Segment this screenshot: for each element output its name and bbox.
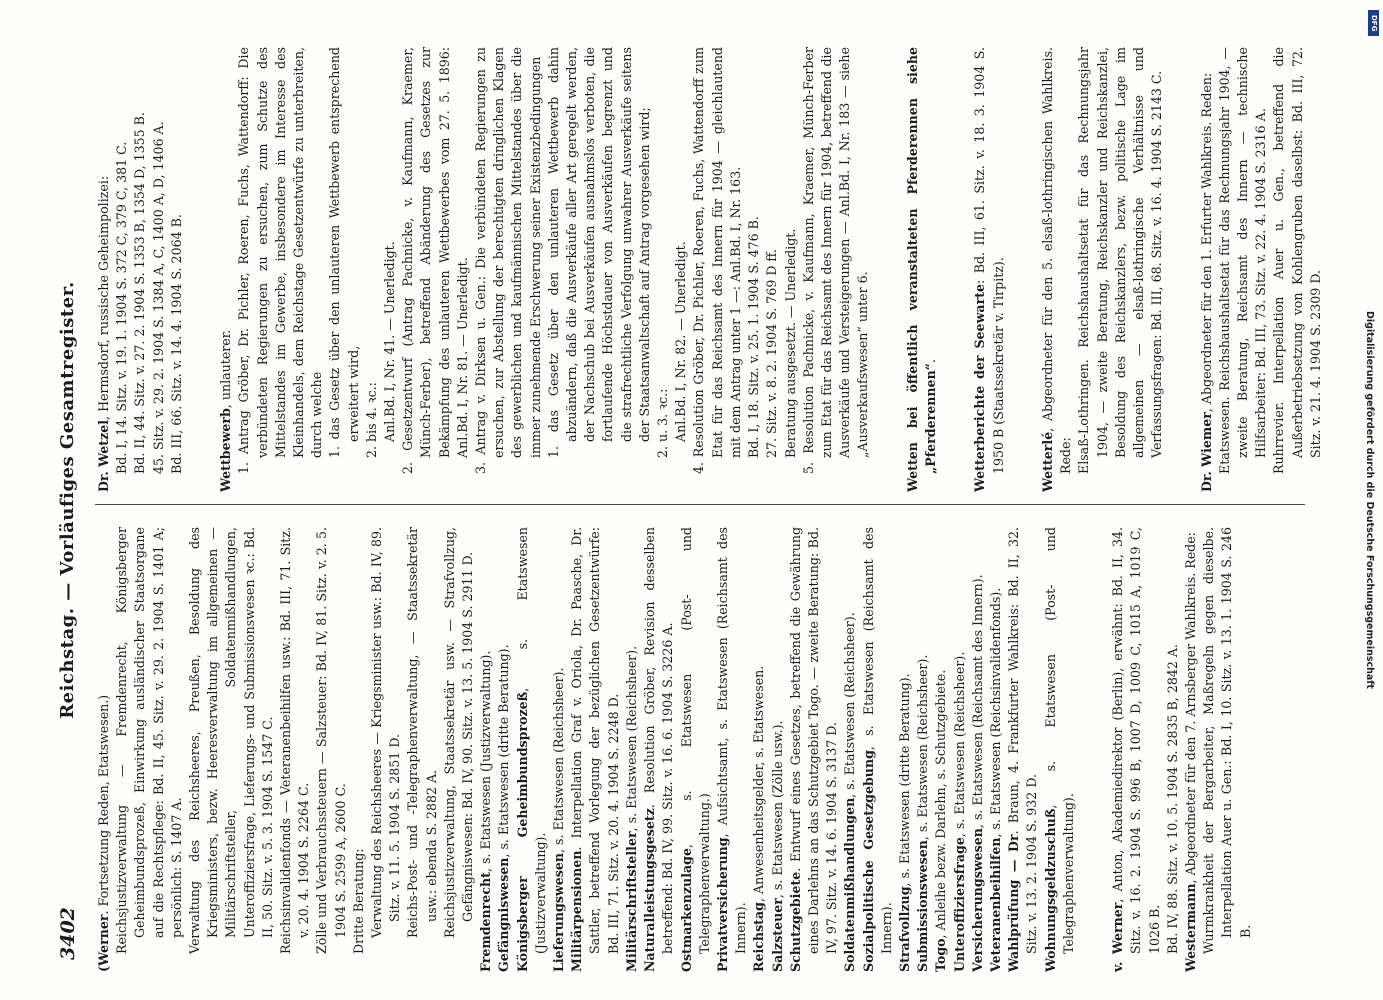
register-entry: Wetten bei öffentlich veranstalteten Pferderennen siehe „Pferderennen“.: [904, 47, 938, 492]
register-entry: Wetterberichte der Seewarte: Bd. III, 61. Sitz. v. 18. 3. 1904 S. 1950 B (Staatssekretär v. Tirpitz).: [972, 47, 1006, 492]
register-entry: Fremdenrecht, s. Etatswesen (Justizverwaltung).: [478, 650, 494, 972]
entry-keyword: Strafvollzug: [896, 886, 912, 972]
entry-keyword: Salzsteuer: [769, 898, 785, 972]
entry-gap: [1020, 47, 1026, 492]
entry-keyword: Militärpensionen: [569, 850, 585, 972]
entry-keyword: Dr. Wiemer: [1198, 412, 1214, 492]
digitization-note: Digitalisierung gefördert durch die Deutsche Forschungsgemeinschaft: [1364, 311, 1375, 689]
column-divider: [95, 504, 1305, 505]
register-entry: Soldatenmißhandlungen, s. Etatswesen (Reichsheer).: [842, 612, 858, 972]
register-entry: Bd. III, 66. Sitz. v. 14. 4. 1904 S. 2064 B.: [168, 214, 184, 474]
register-entry: Ruhrrevier. Interpellation Auer u. Gen., betreffend die Außerbetriebsetzung von Kohlengruben daselbst: Bd. III, 72. Sitz. v. 21. 4. 1904 S. 2309 D.: [1271, 47, 1323, 474]
register-entry: Anl.Bd. I, Nr. 82. — Unerledigt.: [673, 241, 689, 442]
register-entry: Dritte Beratung:: [350, 848, 366, 954]
register-entry: Dr. Wetzel, Hermsdorf, russische Geheimpolizei:: [96, 175, 111, 492]
entry-keyword: Wetterlé: [1039, 431, 1055, 492]
register-entry: Reichs-Post- und -Telegraphenverwaltung, — Staatssekretär usw.: ebenda S. 2882 A.: [405, 527, 439, 938]
entry-keyword: Gefängniswesen: [496, 857, 512, 972]
register-entry: 27. Sitz. v. 8. 2. 1904 S. 769 D ff.: [764, 249, 780, 458]
register-entry: Submissionswesen, s. Etatswesen (Reichsheer).: [915, 654, 931, 972]
register-entry: Bd. IV, 88. Sitz. v. 10. 5. 1904 S. 2835 B, 2842 A.: [1164, 644, 1180, 954]
register-entry: Verwaltung des Reichsheeres, Preußen, Besoldung des Kriegsministers, bezw. Heeresverwaltung im allgemeinen — Militärschriftsteller, Soldatenmißhandlungen, Unteroffiziersfrage, Lieferungs- und Submissionswesen ꝛc.: Bd. II, 50. Sitz. v. 5. 3. 1904 S. 1547 C.: [187, 527, 275, 954]
register-entry: Veteranenbeihilfen, s. Etatswesen (Reichsinvalidenfonds).: [987, 587, 1003, 972]
entry-keyword: Dr. Wetzel: [96, 419, 111, 492]
right-column: [95, 47, 1323, 492]
entry-keyword: Wettbewerb: [218, 408, 234, 492]
entry-keyword: v. Werner: [1110, 902, 1126, 972]
register-entry: Versicherungswesen, s. Etatswesen (Reichsamt des Innern).: [969, 574, 985, 972]
register-entry: Bd. I, 14. Sitz. v. 19. 1. 1904 S. 372 C, 379 C, 381 C.: [114, 141, 130, 474]
register-entry: Lieferungswesen, s. Etatswesen (Reichsheer).: [551, 667, 567, 972]
running-title: Reichstag. — Vorläufiges Gesamtregister.: [57, 281, 78, 719]
entry-keyword: Wetterberichte der Seewarte: [972, 283, 988, 492]
register-entry: Sozialpolitische Gesetzgebung, s. Etatswesen (Reichsamt des Innern).: [860, 527, 894, 972]
entry-keyword: Privatversicherung: [714, 837, 730, 972]
register-entry: Bd. I, 18. Sitz. v. 25. 1. 1904 S. 476 B.: [746, 216, 762, 458]
register-entry: 2. Gesetzentwurf (Antrag Pachnicke, v. Kaufmann, Kraemer, Münch-Ferber), betreffend Abänderung des Gesetzes zur Bekämpfung des unlauteren Wettbewerbes vom 27. 5. 1896: Anl.Bd. I, Nr. 81. — Unerledigt.: [400, 47, 470, 474]
page-header: [55, 40, 85, 960]
register-entry: 1. das Gesetz über den unlauteren Wettbewerb dahin abzuändern, daß die Ausverkäufe aller Art geregelt werden, der Nachschub bei Ausverkäufen ausnahmslos verboten, die fortlaufende Höchstdauer von Ausverkäufen begrenzt und die strafrechtliche Verfolgung unwahrer Ausverkäufe seitens der Staatsanwaltschaft auf Antrag vorgesehen wird;: [545, 47, 652, 458]
entry-gap: [1179, 47, 1185, 492]
register-entry: Verwaltung des Reichsheeres — Kriegsminister usw.: Bd. IV, 89. Sitz. v. 11. 5. 1904 S. 2851 D.: [369, 527, 403, 938]
register-entry: Privatversicherung, Aufsichtsamt, s. Etatswesen (Reichsamt des Innern).: [714, 527, 749, 972]
entry-keyword: Fremdenrecht: [478, 872, 494, 972]
register-entry: Westermann, Abgeordneter für den 7. Arnsberger Wahlkreis. Rede:: [1182, 532, 1198, 972]
entry-gap: [953, 47, 959, 492]
register-entry: 1. Antrag Gröber, Dr. Pichler, Roeren, Fuchs, Wattendorff: Die verbündeten Regierungen zu ersuchen, zum Schutze des Mittelstandes im Gewerbe, insbesondere im Interesse des Kleinhandels, dem Reichstage Gesetzentwürfe zu unterbreiten, durch welche: [236, 47, 325, 474]
entry-keyword: Naturalleistungsgesetz: [642, 808, 658, 972]
register-entry: Wahlprüfung — Dr. Braun, 4. Frankfurter Wahlkreis: Bd. II, 32. Sitz. v. 13. 2. 1904 S. 932 D.: [1006, 527, 1040, 972]
register-entry: Reichsinvalidenfonds — Veteranenbeihilfen usw.: Bd. III, 71. Sitz. v. 20. 4. 1904 S. 2264 C.: [278, 527, 312, 954]
register-entry: 45. Sitz. v. 29. 2. 1904 S. 1384 A, C, 1400 A, D, 1406 A.: [150, 121, 166, 474]
register-entry: Naturalleistungsgesetz. Resolution Gröber, Revision desselben betreffend: Bd. IV, 99. Sitz. v. 16. 6. 1904 S. 3226 A.: [642, 527, 676, 972]
entry-keyword: Versicherungswesen: [969, 828, 985, 972]
dfg-badge: DFG: [1368, 10, 1379, 36]
register-entry: Militärpensionen. Interpellation Graf v. Oriola, Dr. Paasche, Dr. Sattler, betreffend Vorlegung der bezüglichen Gesetzentwürfe: Bd. III, 71. Sitz. v. 20. 4. 1904 S. 2248 D.: [569, 527, 621, 972]
register-entry: 2. bis 4. ꝛc.:: [363, 382, 379, 458]
register-entry: Reichstag, Anwesenheitsgelder, s. Etatswesen.: [751, 665, 767, 972]
register-entry: Anl.Bd. I, Nr. 41. — Unerledigt.: [382, 241, 398, 442]
entry-keyword: Schutzgebiete: [787, 871, 803, 972]
register-entry: 4. Resolution Gröber, Dr. Pichler, Roeren, Fuchs, Wattendorff zum Etat für das Reichsamt des Innern für 1904 — gleichlautend mit dem Antrag unter 1 —: Anl.Bd. I, Nr. 163.: [691, 47, 743, 474]
register-entry: Wurmkrankheit der Bergarbeiter, Maßregeln gegen dieselbe. Interpellation Auer u. Gen.: Bd. I, 10. Sitz. v. 13. 1. 1904 S. 246 B.: [1201, 527, 1253, 954]
entry-keyword: Wetten bei öffentlich veranstalteten Pferderennen siehe „Pferderennen“: [904, 47, 938, 492]
register-entry: v. Werner, Anton, Akademiedirektor (Berlin), erwähnt: Bd. II, 34. Sitz. v. 16. 2. 1904 S. 996 B, 1007 D, 1009 C, 1015 A, 1019 C, 1026 B.: [1110, 527, 1162, 972]
register-entry: Unteroffiziersfrage, s. Etatswesen (Reichsheer).: [951, 651, 967, 972]
register-entry: Wohnungsgeldzuschuß, s. Etatswesen (Post- und Telegraphenverwaltung).: [1042, 527, 1076, 972]
register-entry: 3. Antrag v. Dirksen u. Gen.: Die verbündeten Regierungen zu ersuchen, zur Abstellung der berechtigten dringlichen Klagen des gewerblichen und kaufmännischen Mittelstandes über die immer zunehmende Erschwerung seiner Existenzbedingungen: [473, 47, 543, 474]
entry-keyword: Militärschriftsteller: [623, 831, 639, 972]
entry-keyword: Reichstag: [751, 902, 767, 972]
register-entry: Togo, Anleihe bezw. Darlehn, s. Schutzgebiete.: [933, 669, 949, 972]
entry-keyword: Westermann: [1182, 883, 1198, 972]
register-entry: Elsaß-Lothringen. Reichshaushaltsetat für das Rechnungsjahr 1904, — zweite Beratung, Reichskanzler und Reichskanzlei, Besoldung des Reichskanzlers, bezw. politische Lage im allgemeinen — elsaß-lothringische Verhältnisse und Verfassungsfragen: Bd. III, 68. Sitz. v. 16. 4. 1904 S. 2143 C.: [1076, 47, 1165, 474]
register-entry: (Werner. Fortsetzung Reden, Etatswesen.): [96, 694, 111, 972]
register-entry: Wetterlé, Abgeordneter für den 5. elsaß-lothringischen Wahlkreis. Rede:: [1039, 47, 1074, 492]
entry-keyword: Königsberger Geheimbundsprozeß: [514, 691, 530, 972]
entry-keyword: Togo: [933, 938, 949, 972]
entry-keyword: Lieferungswesen: [551, 852, 567, 972]
entry-gap: [1091, 527, 1097, 972]
register-entry: Gefängniswesen, s. Etatswesen (dritte Beratung).: [496, 644, 512, 972]
register-entry: 2. u. 3. ꝛc.:: [655, 388, 671, 458]
entry-keyword: Unteroffiziersfrage: [951, 837, 967, 972]
register-entry: 5. Resolution Pachnicke, v. Kaufmann, Kraemer, Münch-Ferber zum Etat für das Reichsamt des Innern für 1904, betreffend die Ausverkäufe und Versteigerungen — Anl.Bd. I, Nr. 183 — siehe „Ausverkaufswesen“ unter 6.: [800, 47, 871, 474]
register-entry: Strafvollzug, s. Etatswesen (dritte Beratung).: [896, 673, 912, 972]
register-entry: Reichsjustizverwaltung, Staatssekretär usw. — Strafvollzug, Gefängniswesen: Bd. IV, 90. Sitz. v. 13. 5. 1904 S. 2911 D.: [441, 527, 476, 938]
entry-keyword: Wahlprüfung — Dr: [1006, 834, 1022, 972]
register-entry: Schutzgebiete. Entwurf eines Gesetzes, betreffend die Gewährung eines Darlehns an das Schutzgebiet Togo. — zweite Beratung: Bd. IV, 97. Sitz. v. 14. 6. 1904 S. 3137 D.: [787, 527, 840, 972]
entry-keyword: Veteranenbeihilfen: [987, 837, 1003, 972]
page-number: 3402: [57, 907, 79, 960]
left-column: [95, 527, 1310, 972]
entry-keyword: Sozialpolitische Gesetzgebung: [860, 750, 876, 972]
register-entry: Reichsjustizverwaltung — Fremdenrecht, Königsberger Geheimbundsprozeß, Einwirkung ausländischer Staatsorgane auf die Rechtspflege: Bd. II, 45. Sitz. v. 29. 2. 1904 S. 1401 A; persönlich: S. 1407 A.: [114, 527, 184, 954]
register-entry: Bd. II, 44. Sitz. v. 27. 2. 1904 S. 1353 B, 1354 D, 1355 B.: [132, 112, 148, 474]
register-entry: Salzsteuer, s. Etatswesen (Zölle usw.).: [769, 720, 785, 972]
entry-keyword: Wohnungsgeldzuschuß: [1042, 808, 1058, 972]
register-entry: Zölle und Verbrauchssteuern — Salzsteuer: Bd. IV, 81. Sitz. v. 2. 5. 1904 S. 2599 A, 2600 C.: [314, 527, 348, 954]
entry-gap: [199, 47, 205, 492]
entry-keyword: Ostmarkenzulage: [678, 848, 694, 972]
register-entry: Königsberger Geheimbundsprozeß, s. Etatswesen (Justizverwaltung).: [514, 527, 548, 972]
register-entry: Wettbewerb, unlauterer.: [218, 329, 234, 492]
entry-keyword: (Werner: [96, 914, 111, 972]
register-entry: Ostmarkenzulage, s. Etatswesen (Post- und Telegraphenverwaltung.): [678, 527, 712, 972]
entry-keyword: Submissionswesen: [915, 840, 931, 972]
register-entry: Militärschriftsteller, s. Etatswesen (Reichsheer).: [623, 645, 639, 972]
register-entry: Dr. Wiemer, Abgeordneter für den 1. Erfurter Wahlkreis. Reden:: [1198, 72, 1214, 492]
entry-keyword: Soldatenmißhandlungen: [842, 797, 858, 972]
register-entry: Etatswesen. Reichshaushaltsetat für das Rechnungsjahr 1904, — zweite Beratung, Reichsamt des Innern — technische Hilfsarbeiter: Bd. III, 73. Sitz. v. 22. 4. 1904 S. 2316 A.: [1216, 47, 1269, 474]
register-entry: Beratung ausgesetzt. — Unerledigt.: [782, 228, 798, 458]
register-entry: 1. das Gesetz über den unlauteren Wettbewerb entsprechend erweitert wird,: [327, 47, 361, 458]
entry-gap: [885, 47, 891, 492]
